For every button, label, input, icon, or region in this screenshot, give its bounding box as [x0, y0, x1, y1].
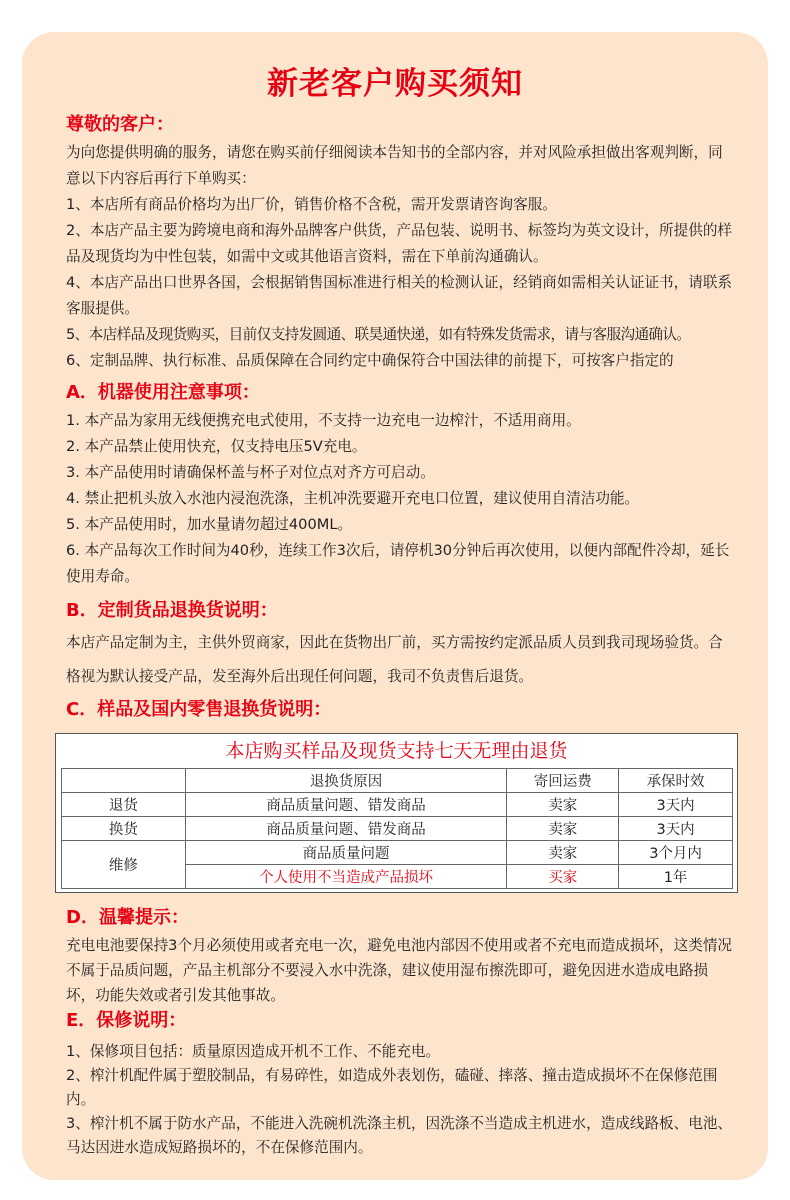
page-title: 新老客户购买须知 [267, 66, 523, 102]
header-cell [62, 769, 186, 793]
policy-table [61, 768, 733, 889]
type-cell: 退货 [62, 793, 186, 817]
section-b [66, 596, 736, 694]
period-cell: 3天内 [619, 793, 733, 817]
reason-cell: 商品质量问题 [185, 841, 507, 865]
section-a [66, 378, 736, 590]
section-a-heading: A．机器使用注意事项： [66, 382, 260, 403]
header-cell: 承保时效 [619, 769, 733, 793]
paragraph: 5. 本产品使用时，加水量请勿超过400ML。 [66, 516, 353, 533]
section-c [66, 695, 736, 725]
period-cell: 3天内 [619, 817, 733, 841]
table-row [62, 793, 733, 817]
paragraph: 5、本店样品及现货购买，目前仅支持发圆通、联昊通快递，如有特殊发货需求，请与客服沟通确认。 [66, 326, 691, 343]
intro-heading: 尊敬的客户： [66, 114, 174, 135]
paragraph: 6. 本产品每次工作时间为40秒，连续工作3次后，请停机30分钟后再次使用，以便内部配件冷却，延长使用寿命。 [66, 542, 730, 585]
shipping-cell: 卖家 [507, 817, 619, 841]
paragraph: 4、本店产品出口世界各国，会根据销售国标准进行相关的检测认证，经销商如需相关认证证书，请联系客服提供。 [66, 274, 733, 317]
shipping-cell: 卖家 [507, 793, 619, 817]
section-b-heading: B．定制货品退换货说明： [66, 600, 278, 621]
table-row [62, 841, 733, 865]
table-row [62, 817, 733, 841]
intro-section [66, 110, 736, 374]
section-d [66, 903, 736, 1008]
paragraph: 为向您提供明确的服务，请您在购买前仔细阅读本告知书的全部内容，并对风险承担做出客观判断，同意以下内容后再行下单购买： [66, 144, 723, 187]
paragraph: 本店产品定制为主，主供外贸商家，因此在货物出厂前，买方需按约定派品质人员到我司现场验货。合格视为默认接受产品，发至海外后出现任何问题，我司不负责售后退货。 [66, 634, 723, 685]
paragraph: 6、定制品牌、执行标准、品质保障在合同约定中确保符合中国法律的前提下，可按客户指定的 [66, 352, 674, 369]
header-cell: 退换货原因 [185, 769, 507, 793]
return-policy-table [55, 733, 738, 893]
table-header-row [62, 769, 733, 793]
shipping-cell: 买家 [507, 865, 619, 889]
paragraph: 1. 本产品为家用无线便携充电式使用，不支持一边充电一边榨汁，不适用商用。 [66, 412, 581, 429]
type-cell: 换货 [62, 817, 186, 841]
paragraph: 4. 禁止把机头放入水池内浸泡洗涤，主机冲洗要避开充电口位置，建议使用自清洁功能。 [66, 490, 640, 507]
paragraph: 3、榨汁机不属于防水产品，不能进入洗碗机洗涤主机，因洗涤不当造成主机进水，造成线路板、电池、马达因进水造成短路损坏的，不在保修范围内。 [66, 1115, 733, 1156]
reason-cell: 商品质量问题、错发商品 [185, 793, 507, 817]
section-e [66, 1006, 736, 1160]
paragraph: 1、本店所有商品价格均为出厂价，销售价格不含税，需开发票请咨询客服。 [66, 196, 557, 213]
paragraph: 2、榨汁机配件属于塑胶制品，有易碎性，如造成外表划伤，磕碰、摔落、撞击造成损坏不在保修范围内。 [66, 1067, 718, 1108]
type-cell: 维修 [62, 841, 186, 889]
period-cell: 3个月内 [619, 841, 733, 865]
section-d-heading: D．温馨提示： [66, 907, 189, 928]
reason-cell: 商品质量问题、错发商品 [185, 817, 507, 841]
paragraph: 3. 本产品使用时请确保杯盖与杯子对位点对齐方可启动。 [66, 464, 435, 481]
reason-cell: 个人使用不当造成产品损坏 [185, 865, 507, 889]
shipping-cell: 卖家 [507, 841, 619, 865]
paragraph: 2、本店产品主要为跨境电商和海外品牌客户供货，产品包装、说明书、标签均为英文设计，所提供的样品及现货均为中性包装，如需中文或其他语言资料，需在下单前沟通确认。 [66, 222, 733, 265]
paragraph: 1、保修项目包括：质量原因造成开机不工作、不能充电。 [66, 1043, 441, 1060]
period-cell: 1年 [619, 865, 733, 889]
paragraph: 2. 本产品禁止使用快充，仅支持电压5V充电。 [66, 438, 367, 455]
section-c-heading: C．样品及国内零售退换货说明： [66, 699, 332, 720]
section-e-heading: E．保修说明： [66, 1010, 187, 1031]
table-title: 本店购买样品及现货支持七天无理由退货 [225, 740, 568, 762]
paragraph: 充电电池要保持3个月必须使用或者充电一次，避免电池内部因不使用或者不充电而造成损坏，这类情况不属于品质问题，产品主机部分不要浸入水中洗涤，建议使用湿布擦洗即可，避免因进水造成电路损坏，功能失效或者引发其他事故。 [66, 937, 733, 1004]
header-cell: 寄回运费 [507, 769, 619, 793]
